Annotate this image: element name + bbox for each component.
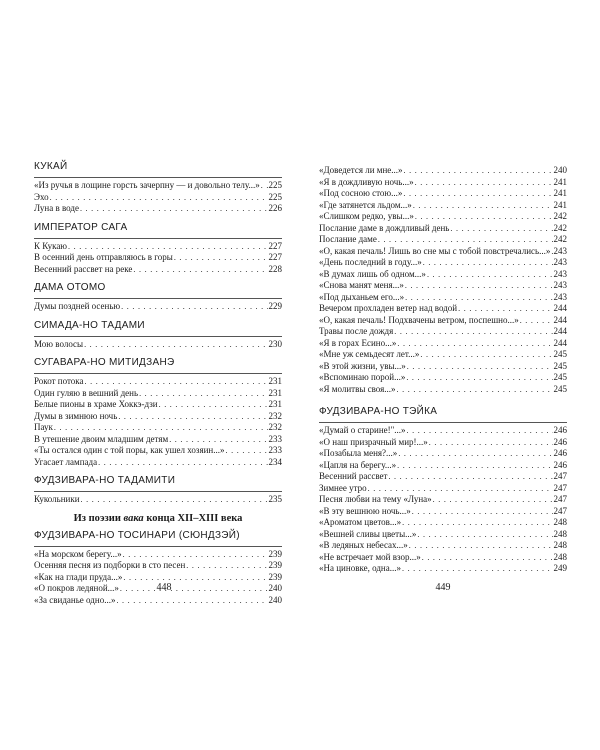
- toc-dot-leader: [394, 326, 552, 338]
- toc-dot-leader: [406, 372, 552, 384]
- era-heading-start: Из поэзии: [73, 512, 124, 524]
- section-rule: [34, 298, 282, 299]
- toc-entry-page: 249: [553, 563, 567, 573]
- toc-entry: [34, 264, 282, 276]
- toc-dot-leader: [458, 303, 552, 315]
- toc-entry-page: 244: [553, 314, 567, 325]
- toc-entry: [319, 361, 567, 373]
- toc-dot-leader: [169, 434, 267, 446]
- toc-entry-title: Травы после дождя: [319, 326, 394, 336]
- toc-entry: [34, 203, 282, 215]
- toc-entry-title: «Под сосною стою...»: [319, 188, 403, 198]
- toc-entry-title: «Слишком редко, увы...»: [319, 211, 414, 221]
- toc-entry-page: 248: [553, 540, 567, 550]
- toc-entry-page: 244: [553, 303, 567, 313]
- author-heading: ФУДЗИВАРА-НО ТАДАМИТИ: [34, 475, 176, 486]
- toc-dot-leader: [81, 494, 268, 506]
- toc-entry-title: К Кукаю: [34, 240, 68, 251]
- toc-entry-title: «Ароматом цветов...»: [319, 517, 402, 527]
- toc-entry-page: 229: [268, 301, 282, 311]
- toc-entry-page: 240: [268, 594, 282, 605]
- toc-dot-leader: [415, 211, 553, 223]
- page-number-left: 448: [156, 582, 172, 593]
- toc-entry-page: 248: [553, 528, 567, 539]
- toc-entry: [319, 338, 567, 350]
- toc-entry-title: «О, какая печаль! Лишь во сне мы с тобой повстречались...»: [319, 245, 551, 256]
- author-heading: КУКАЙ: [34, 161, 68, 172]
- toc-entry-title: В утешение двоим младшим детям: [34, 433, 169, 444]
- toc-entry: [34, 434, 282, 446]
- toc-entry-page: 241: [553, 199, 567, 210]
- toc-dot-leader: [368, 483, 553, 495]
- toc-entry-title: «В думах лишь об одном...»: [319, 268, 426, 279]
- author-heading: СУГАВАРА-НО МИТИДЗАНЭ: [34, 357, 175, 368]
- toc-entry: [319, 177, 567, 189]
- left-sections-a: [34, 160, 282, 506]
- toc-dot-leader: [409, 540, 553, 552]
- toc-entry: [319, 315, 567, 327]
- toc-dot-leader: [84, 339, 267, 351]
- toc-entry-page: 239: [268, 548, 282, 559]
- toc-entry-title: «Под дыханьем его...»: [319, 291, 405, 302]
- toc-entry-title: Думы поздней осенью: [34, 301, 121, 311]
- section-rule: [34, 491, 282, 492]
- right-page: [319, 165, 567, 581]
- toc-dot-leader: [405, 292, 552, 304]
- toc-entry-title: Песня любви на тему «Луна»: [319, 494, 432, 504]
- toc-entry-title: Осенняя песня из подборки в сто песен: [34, 560, 186, 570]
- toc-dot-leader: [404, 165, 553, 177]
- toc-entry-title: Мою волосы: [34, 338, 84, 349]
- toc-dot-leader: [68, 241, 267, 253]
- toc-entry-page: 243: [553, 280, 567, 290]
- toc-dot-leader: [433, 494, 553, 506]
- toc-entry: [319, 563, 567, 575]
- toc-section: [34, 474, 282, 506]
- toc-dot-leader: [50, 192, 268, 204]
- toc-entry-page: 247: [553, 471, 567, 481]
- toc-entry-page: 243: [553, 257, 567, 267]
- toc-entry: [319, 303, 567, 315]
- toc-entry: [34, 252, 282, 264]
- toc-entry-title: «Где затянется льдом...»: [319, 199, 412, 210]
- toc-entry: [319, 506, 567, 518]
- era-heading: [34, 512, 282, 525]
- toc-dot-leader: [118, 411, 267, 423]
- toc-entry-title: Рокот потока: [34, 376, 84, 386]
- toc-entry-page: 227: [268, 252, 282, 262]
- toc-entry-page: 243: [553, 268, 567, 279]
- toc-entry: [319, 257, 567, 269]
- toc-entry-page: 231: [268, 376, 282, 386]
- toc-entry-page: 243: [553, 291, 567, 302]
- toc-entry-page: 248: [553, 517, 567, 527]
- toc-entry-page: 246: [553, 436, 567, 447]
- toc-section: [34, 529, 282, 607]
- toc-entry-page: 246: [553, 448, 567, 458]
- toc-entry: [319, 384, 567, 396]
- toc-entry-page: 242: [553, 211, 567, 221]
- toc-entry: [34, 457, 282, 469]
- toc-dot-leader: [402, 563, 553, 575]
- author-heading: ИМПЕРАТОР САГА: [34, 221, 128, 233]
- toc-entry: [34, 411, 282, 423]
- toc-entry-page: 246: [553, 425, 567, 435]
- toc-entry-title: «Цапля на берегу...»: [319, 459, 397, 470]
- toc-entry: [319, 552, 567, 564]
- toc-entry: [34, 494, 282, 506]
- toc-dot-leader: [80, 203, 268, 215]
- toc-entry-page: 246: [553, 459, 567, 470]
- toc-entry-title: «В этой жизни, увы...»: [319, 360, 406, 371]
- toc-entry: [34, 595, 282, 607]
- toc-entry-title: «Вешней сливы цветы...»: [319, 528, 417, 539]
- toc-dot-leader: [120, 583, 268, 595]
- toc-entry-title: «Не встречает мой взор...»: [319, 551, 421, 562]
- toc-entry-page: 240: [268, 583, 282, 593]
- toc-entry-title: «Позабыла меня?...»: [319, 448, 398, 458]
- toc-entry-title: Весенний рассвет на реке: [34, 263, 133, 274]
- right-sections: [319, 405, 567, 575]
- toc-entry: [319, 165, 567, 177]
- toc-entry: [319, 448, 567, 460]
- toc-dot-leader: [174, 252, 268, 264]
- toc-entry-page: 245: [553, 372, 567, 382]
- toc-dot-leader: [423, 257, 553, 269]
- era-heading-emphasis: вака: [123, 512, 144, 524]
- toc-dot-leader: [420, 349, 552, 361]
- toc-entry: [319, 529, 567, 541]
- author-heading: ДАМА ОТОМО: [34, 282, 106, 293]
- toc-entry-page: 225: [268, 180, 282, 190]
- toc-entry-title: «Из ручья в лощине горсть зачерпну — и довольно телу...»: [34, 180, 260, 190]
- toc-entry: [34, 192, 282, 204]
- toc-entry: [319, 372, 567, 384]
- toc-entry: [319, 188, 567, 200]
- toc-entry-page: 241: [553, 176, 567, 187]
- toc-dot-leader: [159, 399, 268, 411]
- toc-entry-page: 227: [268, 240, 282, 251]
- section-spacer: [319, 395, 567, 405]
- toc-entry-page: 245: [553, 383, 567, 394]
- toc-entry: [319, 517, 567, 529]
- toc-entry-page: 233: [268, 433, 282, 444]
- toc-entry: [319, 471, 567, 483]
- toc-entry-title: Послание даме в дождливый день: [319, 222, 450, 233]
- era-heading-end: конца XII–XIII века: [143, 512, 243, 524]
- toc-entry-title: «В ледяных небесах...»: [319, 540, 408, 550]
- toc-dot-leader: [412, 506, 553, 518]
- toc-entry-title: Вечером прохладен ветер над водой: [319, 303, 458, 313]
- toc-section: [34, 160, 282, 215]
- toc-dot-leader: [413, 200, 553, 212]
- toc-entry-page: 244: [553, 326, 567, 336]
- toc-entry-page: 234: [268, 456, 282, 467]
- toc-dot-leader: [121, 301, 267, 313]
- toc-dot-leader: [388, 471, 552, 483]
- toc-dot-leader: [133, 264, 267, 276]
- toc-entry-page: 241: [553, 188, 567, 198]
- toc-entry-page: 231: [268, 399, 282, 409]
- toc-entry-title: Один гуляю в вешний день: [34, 387, 139, 398]
- toc-entry-title: Паук: [34, 422, 53, 432]
- toc-entry-title: «Вспоминаю порой...»: [319, 372, 406, 382]
- toc-entry-title: В осенний день отправляюсь в горы: [34, 252, 173, 262]
- section-rule: [34, 336, 282, 337]
- right-top-entries: [319, 165, 567, 405]
- toc-entry-title: «На циновке, одна...»: [319, 563, 401, 573]
- author-heading: ФУДЗИВАРА-НО ТОСИНАРИ (СЮНДЗЭЙ): [34, 529, 240, 541]
- toc-entry-title: «О наш призрачный мир!...»: [319, 436, 428, 447]
- toc-dot-leader: [261, 180, 268, 192]
- toc-dot-leader: [378, 234, 553, 246]
- toc-entry-title: Думы в зимнюю ночь: [34, 410, 118, 421]
- toc-entry-title: «Я молитвы своя...»: [319, 383, 396, 394]
- toc-section: [34, 356, 282, 468]
- toc-entry-page: 225: [268, 191, 282, 202]
- toc-entry-title: Весенний рассвет: [319, 471, 388, 481]
- toc-entry-page: 226: [268, 203, 282, 213]
- toc-entry: [34, 339, 282, 351]
- section-rule: [34, 177, 282, 178]
- toc-entry-page: 228: [268, 263, 282, 274]
- toc-entry-title: «Ты остался один с той поры, как ушел хозяин...»: [34, 445, 225, 455]
- toc-dot-leader: [397, 460, 552, 472]
- toc-dot-leader: [429, 437, 553, 449]
- toc-entry-page: 243: [553, 245, 567, 256]
- toc-entry-title: «Думай о старине!"...»: [319, 425, 406, 435]
- toc-entry-page: 247: [553, 482, 567, 493]
- toc-dot-leader: [407, 425, 553, 437]
- toc-entry-page: 235: [268, 494, 282, 504]
- toc-entry-title: «За свиданье одно...»: [34, 594, 116, 605]
- toc-entry: [319, 223, 567, 235]
- toc-dot-leader: [397, 384, 553, 396]
- toc-section: [34, 281, 282, 313]
- toc-entry-page: 232: [268, 422, 282, 432]
- toc-section: [34, 319, 282, 351]
- toc-entry-title: «Как на глади пруда...»: [34, 571, 123, 582]
- toc-entry-page: 245: [553, 360, 567, 371]
- toc-entry-title: Послание даме: [319, 234, 377, 244]
- toc-entry-page: 248: [553, 551, 567, 562]
- toc-dot-leader: [422, 552, 553, 564]
- toc-dot-leader: [85, 376, 268, 388]
- toc-entry-page: 245: [553, 349, 567, 359]
- toc-entry-page: 232: [268, 410, 282, 421]
- toc-dot-leader: [415, 177, 553, 189]
- toc-dot-leader: [226, 445, 268, 457]
- toc-dot-leader: [54, 422, 268, 434]
- toc-entry: [34, 301, 282, 313]
- toc-entry: [319, 437, 567, 449]
- toc-entry-page: 231: [268, 387, 282, 398]
- toc-dot-leader: [116, 595, 267, 607]
- toc-dot-leader: [427, 269, 553, 281]
- toc-entry-title: «В эту вешнюю ночь...»: [319, 505, 411, 516]
- toc-entry-title: Угасает лампада: [34, 456, 98, 467]
- toc-entry: [319, 349, 567, 361]
- toc-entry-title: «Я в дождливую ночь...»: [319, 176, 414, 187]
- toc-entry: [319, 326, 567, 338]
- toc-dot-leader: [403, 188, 552, 200]
- toc-entry: [34, 549, 282, 561]
- toc-entry: [34, 241, 282, 253]
- toc-entry-page: 247: [553, 505, 567, 516]
- toc-entry-page: 242: [553, 234, 567, 244]
- toc-entry: [319, 483, 567, 495]
- toc-entry-title: Кукольники: [34, 494, 80, 504]
- toc-dot-leader: [397, 338, 552, 350]
- toc-entry-title: «О покров ледяной...»: [34, 583, 119, 593]
- toc-dot-leader: [520, 315, 553, 327]
- toc-entry-page: 247: [553, 494, 567, 504]
- toc-dot-leader: [398, 448, 552, 460]
- section-rule: [319, 422, 567, 423]
- author-heading: ФУДЗИВАРА-НО ТЭЙКА: [319, 406, 438, 417]
- toc-entry-page: 239: [268, 560, 282, 570]
- toc-dot-leader: [407, 361, 553, 373]
- section-rule: [34, 546, 282, 547]
- toc-entry: [319, 234, 567, 246]
- section-rule: [34, 238, 282, 239]
- toc-entry: [319, 292, 567, 304]
- left-sections-b: [34, 529, 282, 607]
- toc-dot-leader: [551, 246, 552, 258]
- toc-entry-title: «О, какая печаль! Подхвачены ветром, поспешно...»: [319, 314, 519, 325]
- left-page: [34, 160, 282, 612]
- toc-entry-title: «Я в горах Есино...»: [319, 337, 397, 348]
- toc-dot-leader: [402, 517, 552, 529]
- toc-entry-title: Эхо: [34, 191, 49, 202]
- toc-entry-page: 242: [553, 222, 567, 233]
- toc-dot-leader: [123, 549, 268, 561]
- toc-entry-title: Зимнее утро: [319, 482, 367, 493]
- toc-entry: [319, 280, 567, 292]
- toc-dot-leader: [450, 223, 552, 235]
- toc-entry: [34, 376, 282, 388]
- toc-entry: [319, 425, 567, 437]
- toc-entry: [319, 460, 567, 472]
- toc-entry: [319, 200, 567, 212]
- toc-dot-leader: [98, 457, 267, 469]
- toc-entry-title: «День последний в году...»: [319, 257, 422, 267]
- toc-dot-leader: [405, 280, 553, 292]
- toc-entry-page: 240: [553, 165, 567, 175]
- toc-dot-leader: [139, 388, 267, 400]
- toc-dot-leader: [417, 529, 552, 541]
- toc-section: [319, 405, 567, 575]
- toc-entry: [34, 180, 282, 192]
- toc-entry-title: «Доведется ли мне...»: [319, 165, 403, 175]
- toc-entry: [34, 422, 282, 434]
- toc-entry-page: 239: [268, 571, 282, 582]
- toc-entry: [319, 211, 567, 223]
- toc-entry-title: Белые пионы в храме Хоккэ-дзи: [34, 399, 158, 409]
- toc-entry-title: «Мне уж семьдесят лет...»: [319, 349, 420, 359]
- toc-entry: [319, 540, 567, 552]
- toc-entry: [34, 560, 282, 572]
- toc-dot-leader: [186, 560, 267, 572]
- toc-entry-title: «Снова манят меня...»: [319, 280, 404, 290]
- toc-entry: [319, 246, 567, 258]
- toc-entry: [319, 269, 567, 281]
- page-number-right: 449: [435, 582, 451, 593]
- toc-entry: [319, 494, 567, 506]
- toc-entry-page: 233: [268, 445, 282, 455]
- toc-entry: [34, 399, 282, 411]
- toc-entry-page: 244: [553, 337, 567, 348]
- toc-section: [34, 221, 282, 276]
- toc-entry: [34, 388, 282, 400]
- toc-entry: [34, 445, 282, 457]
- toc-entry-page: 230: [268, 338, 282, 349]
- toc-entry-title: «На морском берегу...»: [34, 548, 122, 559]
- author-heading: СИМАДА-НО ТАДАМИ: [34, 319, 145, 331]
- toc-entry-title: Луна в воде: [34, 203, 79, 213]
- section-rule: [34, 373, 282, 374]
